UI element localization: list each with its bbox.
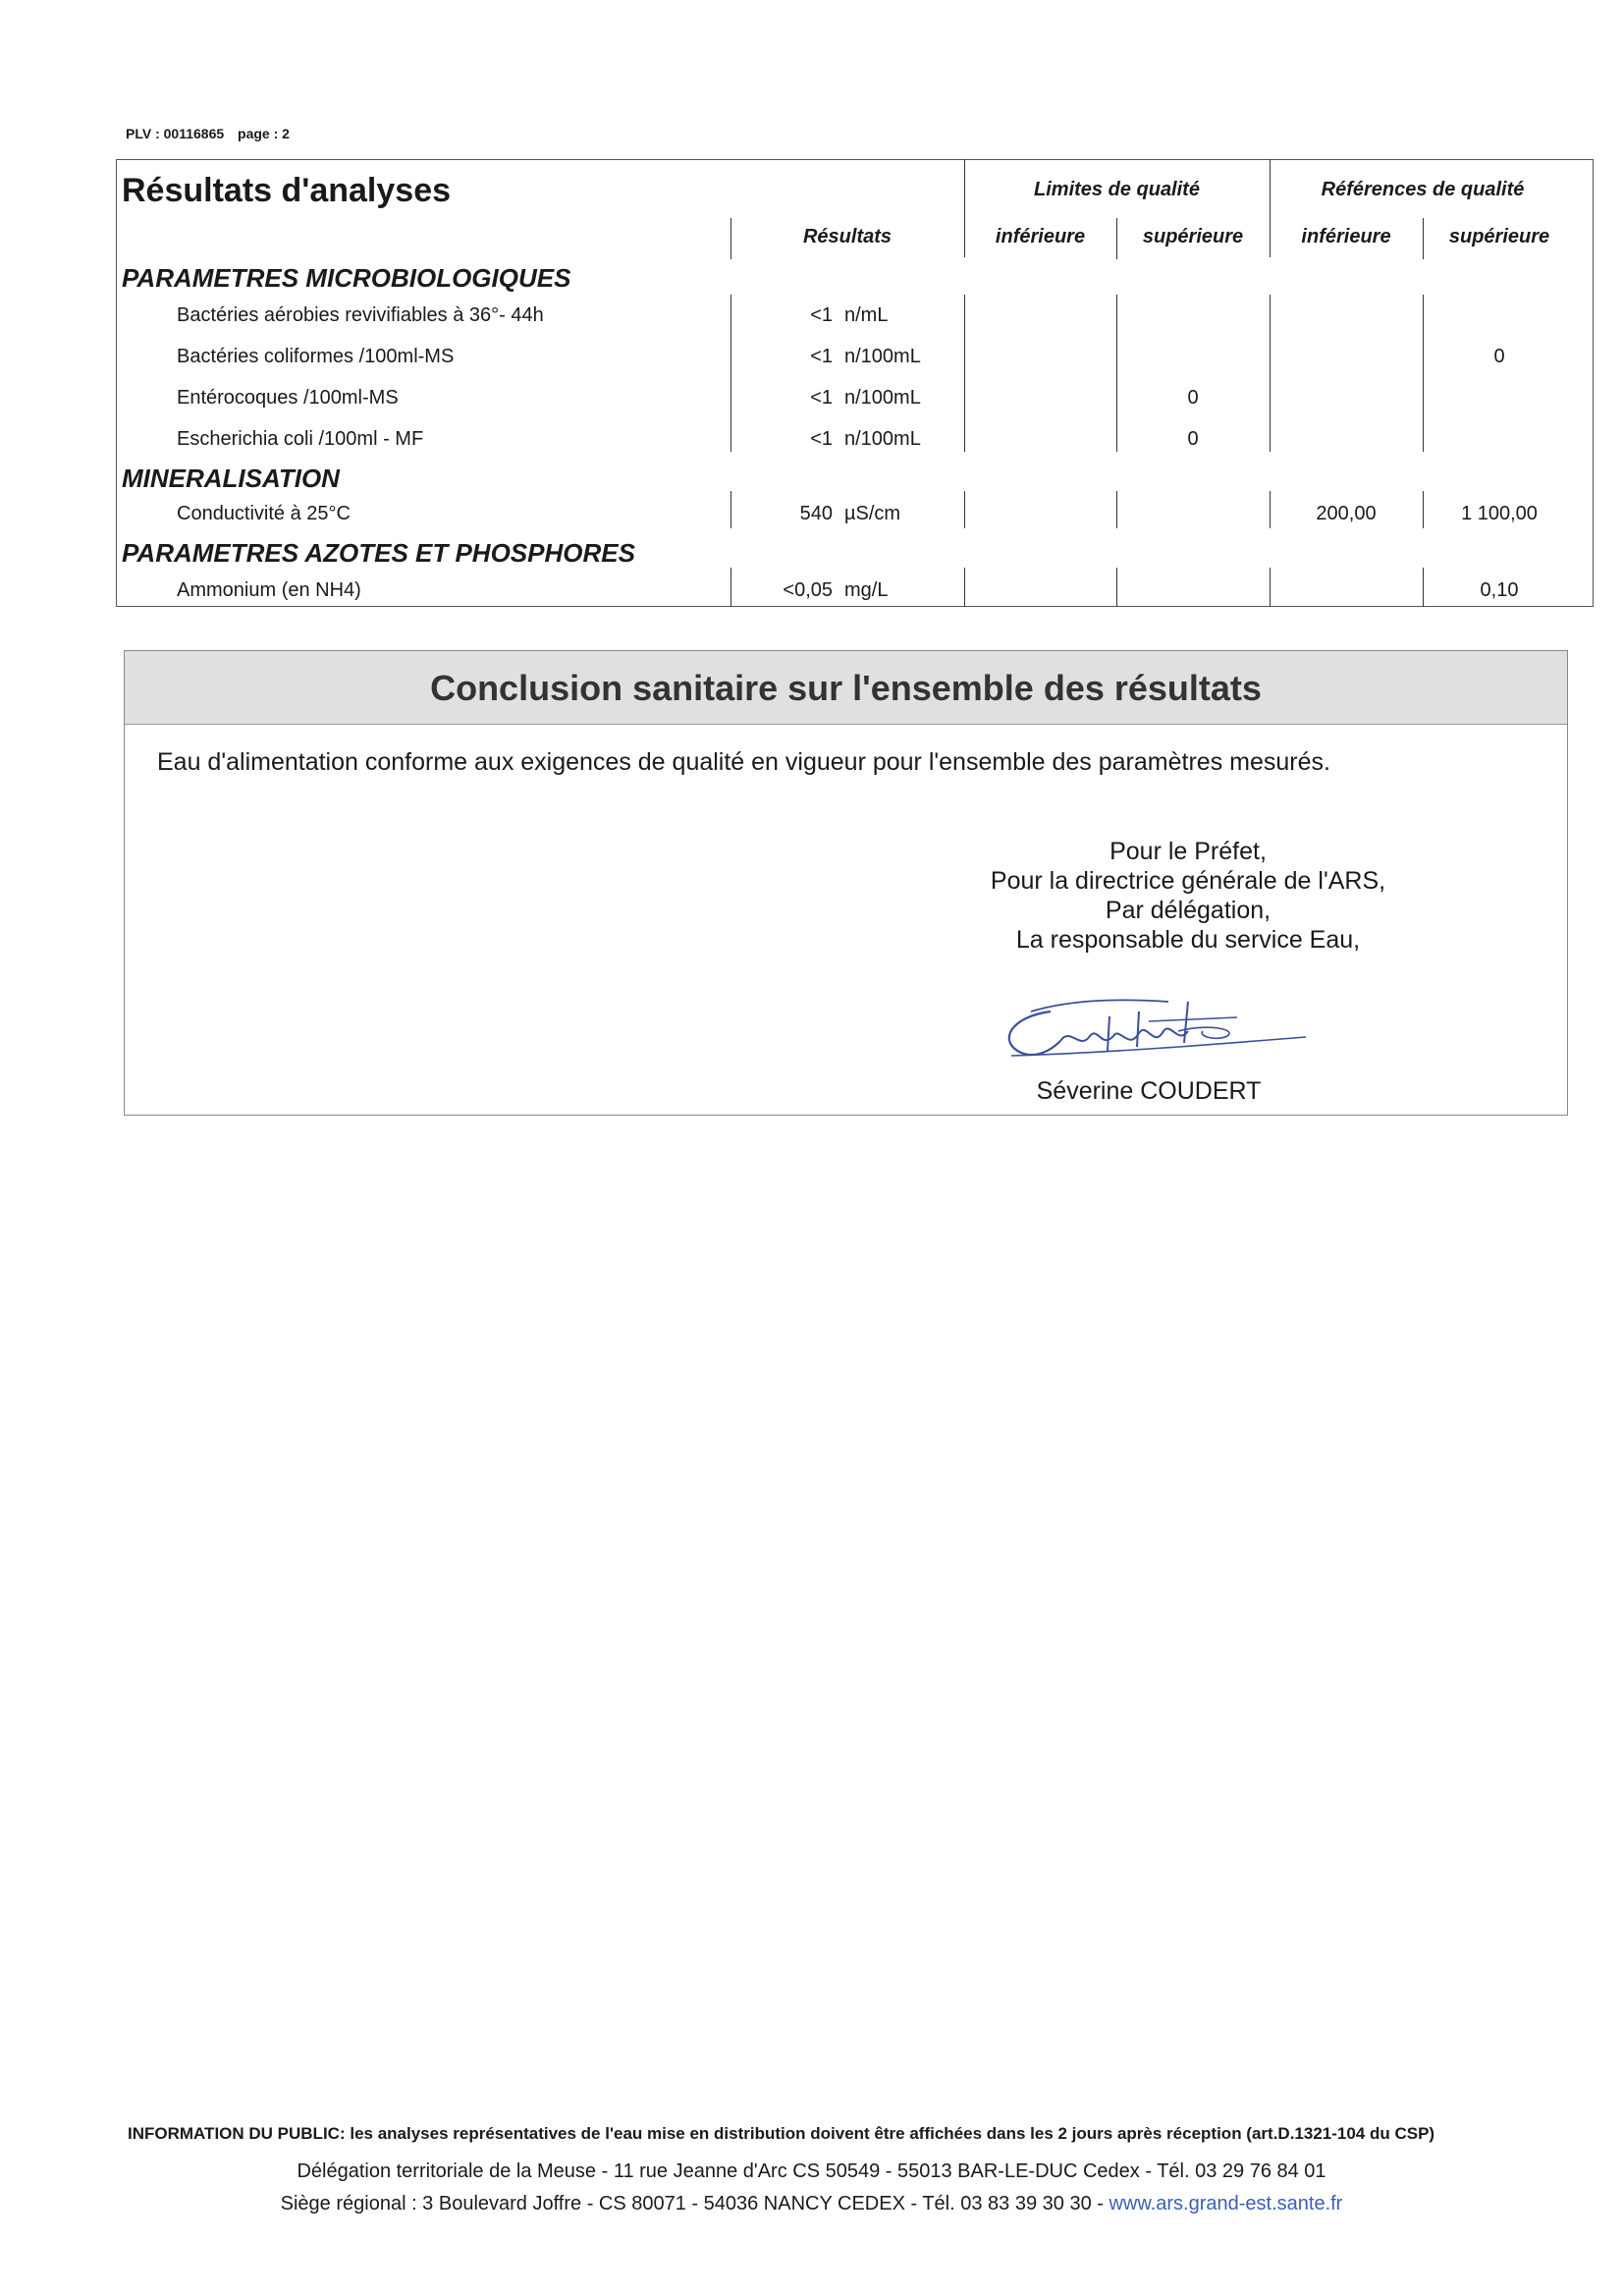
- result-unit: n/100mL: [844, 346, 921, 367]
- reference-lower-value: 200,00: [1316, 503, 1377, 524]
- result-unit: n/mL: [844, 304, 889, 326]
- limit-upper-value: 0: [1187, 387, 1199, 409]
- parameter-name: Escherichia coli /100ml - MF: [177, 428, 424, 450]
- footer-headquarters-address: [0, 2193, 1623, 2215]
- signature-line: Par délégation,: [1105, 897, 1271, 924]
- page-number: page : 2: [238, 126, 290, 141]
- result-unit: µS/cm: [844, 503, 901, 524]
- result-value: <1: [810, 387, 833, 409]
- reference-upper-value: 0,10: [1480, 579, 1519, 601]
- column-divider: [730, 568, 731, 607]
- section-title: MINERALISATION: [122, 464, 340, 493]
- result-value: <1: [810, 346, 833, 367]
- result-unit: n/100mL: [844, 428, 921, 450]
- parameter-name: Ammonium (en NH4): [177, 579, 361, 601]
- signature-line: Pour la directrice générale de l'ARS,: [990, 867, 1386, 895]
- reference-lower-header: inférieure: [1301, 226, 1391, 247]
- column-divider: [730, 491, 731, 528]
- limits-header: Limites de qualité: [1034, 179, 1200, 200]
- result-unit: n/100mL: [844, 387, 921, 409]
- results-title: Résultats d'analyses: [122, 172, 452, 209]
- results-column-header: Résultats: [802, 226, 893, 247]
- signature-line: Pour le Préfet,: [1109, 838, 1267, 865]
- result-value: <1: [810, 304, 833, 326]
- handwritten-signature: [992, 982, 1316, 1070]
- reference-upper-header: supérieure: [1448, 226, 1550, 247]
- section-title: PARAMETRES MICROBIOLOGIQUES: [122, 263, 571, 293]
- parameter-name: Conductivité à 25°C: [177, 503, 351, 524]
- column-divider: [1116, 568, 1117, 607]
- signature-line: La responsable du service Eau,: [1015, 926, 1361, 954]
- parameter-name: Bactéries aérobies revivifiables à 36°- 44h: [177, 304, 544, 326]
- public-information-notice: [59, 2124, 1623, 2144]
- public-information-label: INFORMATION DU PUBLIC:: [128, 2124, 346, 2143]
- result-value: <0,05: [783, 579, 833, 601]
- column-divider: [1423, 295, 1424, 452]
- result-value: <1: [810, 428, 833, 450]
- public-information-text: les analyses représentatives de l'eau mise en distribution doivent être affichées dans les 2 jours après réception (art.D.1321-104 du CSP): [350, 2124, 1435, 2143]
- footer-delegation-address: Délégation territoriale de la Meuse - 11 rue Jeanne d'Arc CS 50549 - 55013 BAR-LE-DUC Cedex - Tél. 03 29 76 84 01: [297, 2160, 1326, 2182]
- section-title: PARAMETRES AZOTES ET PHOSPHORES: [122, 538, 635, 568]
- limit-lower-header: inférieure: [995, 226, 1086, 247]
- reference-upper-value: 0: [1493, 346, 1505, 367]
- references-header: Références de qualité: [1321, 179, 1525, 200]
- result-value: 540: [799, 503, 833, 524]
- headquarters-address-text: Siège régional : 3 Boulevard Joffre - CS 80071 - 54036 NANCY CEDEX - Tél. 03 83 39 30 30 -: [280, 2193, 1109, 2214]
- signature-block: [884, 837, 1492, 955]
- column-divider: [964, 568, 965, 607]
- column-divider: [964, 295, 965, 452]
- website-link[interactable]: www.ars.grand-est.sante.fr: [1109, 2193, 1343, 2214]
- signer-name: Séverine COUDERT: [1036, 1077, 1262, 1105]
- plv-number: PLV : 00116865: [126, 126, 225, 141]
- column-divider: [1270, 568, 1271, 607]
- column-divider: [1116, 491, 1117, 528]
- column-divider: [964, 491, 965, 528]
- limit-upper-value: 0: [1187, 428, 1199, 450]
- column-divider: [1270, 295, 1271, 452]
- reference-upper-value: 1 100,00: [1461, 503, 1538, 524]
- limit-upper-header: supérieure: [1142, 226, 1244, 247]
- result-unit: mg/L: [844, 579, 889, 601]
- parameter-name: Bactéries coliformes /100ml-MS: [177, 346, 455, 367]
- conclusion-title: Conclusion sanitaire sur l'ensemble des résultats: [430, 668, 1262, 708]
- conclusion-text: Eau d'alimentation conforme aux exigences de qualité en vigueur pour l'ensemble des paramètres mesurés.: [157, 748, 1330, 776]
- document-reference: [126, 126, 299, 141]
- parameter-name: Entérocoques /100ml-MS: [177, 387, 399, 409]
- column-divider: [730, 295, 731, 452]
